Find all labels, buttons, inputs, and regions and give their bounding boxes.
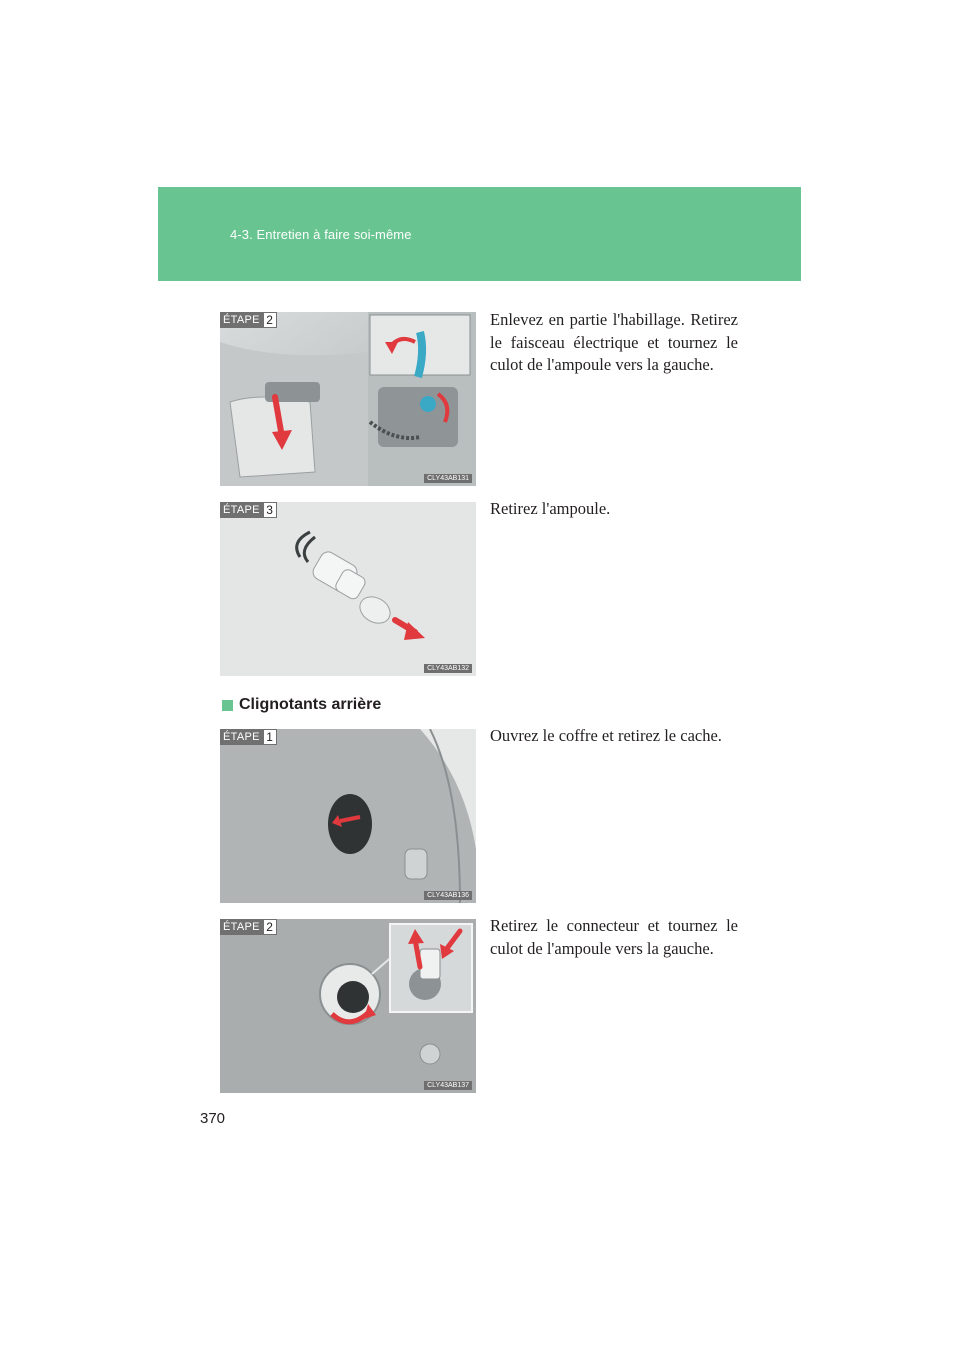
connector-removal-illustration: [220, 919, 476, 1093]
step-text-1: Enlevez en partie l'habillage. Retirez le faisceau électrique et tournez le culot de l'ampoule vers la gauche.: [490, 310, 738, 374]
step-text-3: Ouvrez le coffre et retirez le cache.: [490, 726, 722, 745]
step-badge: ÉTAPE 2: [220, 919, 277, 935]
step-figure-3: [220, 729, 476, 903]
step-badge: ÉTAPE 2: [220, 312, 277, 328]
trunk-cover-illustration: [220, 729, 476, 903]
section-heading: Clignotants arrière: [222, 696, 381, 714]
figure-code: CLY43AB136: [424, 891, 472, 900]
step-badge: ÉTAPE 1: [220, 729, 277, 745]
step-figure-1: [220, 312, 476, 486]
page-number: 370: [200, 1110, 226, 1127]
step-text-4: Retirez le connecteur et tournez le culot de l'ampoule vers la gauche.: [490, 916, 738, 958]
figure-code: CLY43AB131: [424, 474, 472, 483]
square-bullet-icon: [222, 700, 233, 711]
figure-code: CLY43AB132: [424, 664, 472, 673]
chapter-header: [158, 187, 801, 281]
step-badge: ÉTAPE 3: [220, 502, 277, 518]
step-text-2: Retirez l'ampoule.: [490, 499, 611, 518]
trunk-lid-illustration: [220, 312, 476, 486]
chapter-title: 4-3. Entretien à faire soi-même: [230, 227, 412, 242]
step-figure-4: [220, 919, 476, 1093]
bulb-removal-illustration: [220, 502, 476, 676]
step-figure-2: [220, 502, 476, 676]
figure-code: CLY43AB137: [424, 1081, 472, 1090]
